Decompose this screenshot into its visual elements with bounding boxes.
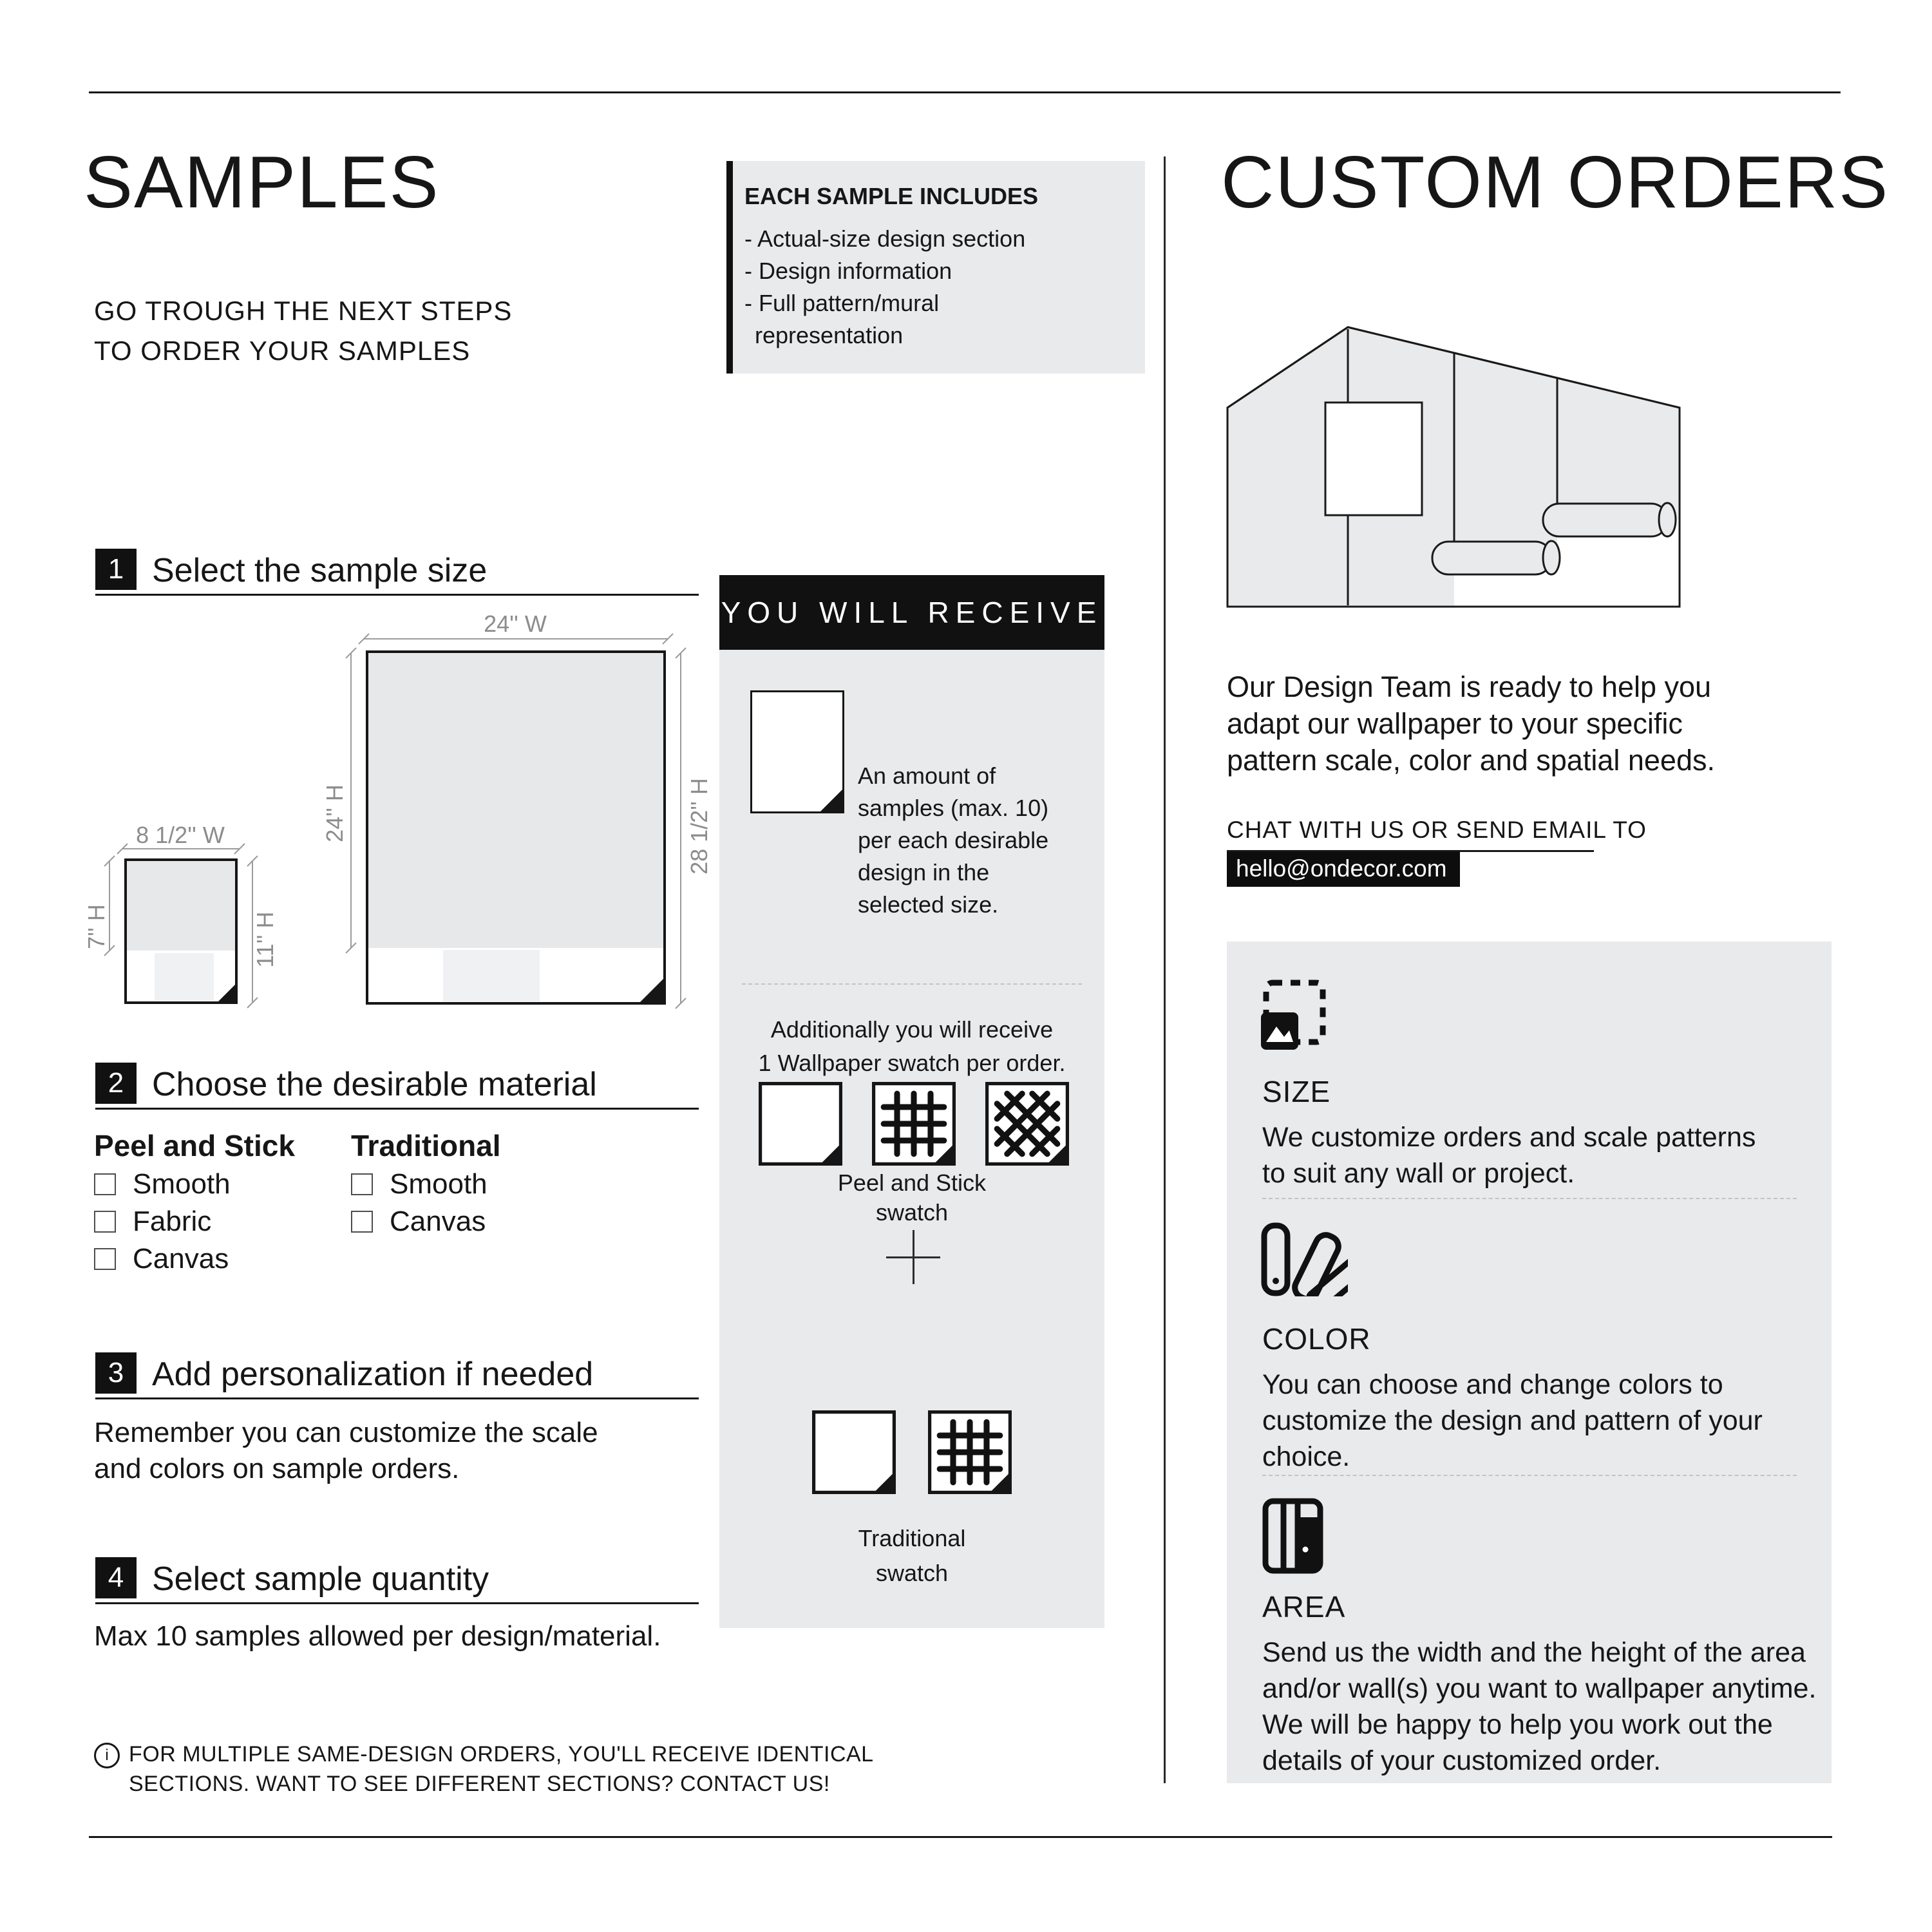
custom-orders-title: CUSTOM ORDERS xyxy=(1221,142,1889,223)
area-text-line: and/or wall(s) you want to wallpaper anytime. xyxy=(1262,1673,1817,1704)
receive-desc-line: selected size. xyxy=(858,891,999,918)
traditional-heading: Traditional xyxy=(351,1129,501,1162)
receive-desc-line: per each desirable xyxy=(858,827,1049,853)
size-text-line: We customize orders and scale patterns xyxy=(1262,1122,1756,1153)
step2-title: Choose the desirable material xyxy=(152,1066,597,1103)
custom-paragraph-line: Our Design Team is ready to help you xyxy=(1227,670,1712,703)
custom-paragraph-line: pattern scale, color and spatial needs. xyxy=(1227,744,1715,777)
samples-intro xyxy=(94,291,512,371)
sample-page-icon xyxy=(750,690,844,813)
includes-box xyxy=(726,161,1145,374)
email-badge: hello@ondecor.com xyxy=(1227,852,1460,887)
receive-desc-line: samples (max. 10) xyxy=(858,795,1049,821)
step1-number-badge: 1 xyxy=(95,549,137,590)
small-sample-inner-square xyxy=(155,953,214,1001)
small-width-label: 8 1/2'' W xyxy=(136,822,225,848)
checkbox-icon xyxy=(94,1173,116,1195)
step3-underline xyxy=(95,1397,699,1399)
step3-title: Add personalization if needed xyxy=(152,1356,594,1393)
small-sample-gray-area xyxy=(126,860,236,951)
checkbox-icon xyxy=(94,1211,116,1233)
color-heading: COLOR xyxy=(1262,1322,1371,1356)
option-trad-smooth xyxy=(351,1168,488,1200)
peel-caption-line2: swatch xyxy=(875,1199,949,1226)
footnote-line2: SECTIONS. WANT TO SEE DIFFERENT SECTIONS? CONTACT US! xyxy=(129,1772,830,1796)
option-label: Fabric xyxy=(133,1206,212,1237)
area-text-line: Send us the width and the height of the area xyxy=(1262,1637,1806,1668)
receive-divider xyxy=(742,983,1082,985)
includes-item: - Full pattern/mural xyxy=(744,290,940,316)
large-height-left-label: 24'' H xyxy=(321,784,348,842)
small-height-right-label: 11'' H xyxy=(252,911,278,968)
receive-description xyxy=(858,760,1048,921)
custom-paragraph xyxy=(1227,668,1715,779)
section-divider xyxy=(1262,1475,1797,1476)
size-text xyxy=(1262,1119,1756,1191)
custom-paragraph-line: adapt our wallpaper to your specific xyxy=(1227,707,1683,740)
includes-title: EACH SAMPLE INCLUDES xyxy=(744,183,1039,209)
step3-note-line1: Remember you can customize the scale xyxy=(94,1417,598,1448)
sample-size-diagram xyxy=(84,605,708,1030)
area-heading: AREA xyxy=(1262,1590,1346,1624)
chat-label: CHAT WITH US OR SEND EMAIL TO xyxy=(1227,817,1647,843)
color-text-line: choice. xyxy=(1262,1441,1350,1472)
step4-underline xyxy=(95,1602,699,1604)
step2-underline xyxy=(95,1108,699,1110)
large-width-label: 24'' W xyxy=(484,611,547,637)
checkbox-icon xyxy=(351,1173,373,1195)
additional-line1: Additionally you will receive xyxy=(770,1016,1054,1043)
includes-item: - Actual-size design section xyxy=(744,225,1026,252)
traditional-caption-line2: swatch xyxy=(875,1560,949,1586)
includes-box-accent-bar xyxy=(726,161,733,374)
size-text-line: to suit any wall or project. xyxy=(1262,1158,1575,1189)
color-text xyxy=(1262,1367,1763,1475)
wallpaper-roll-icon xyxy=(1543,503,1676,536)
crosshatch-swatch-icon xyxy=(985,1082,1069,1166)
includes-item-continuation: representation xyxy=(755,322,904,348)
receive-desc-line: An amount of xyxy=(858,762,996,789)
small-height-left-label: 7'' H xyxy=(83,904,109,949)
column-divider xyxy=(1164,156,1166,1783)
samples-intro-line1: GO TROUGH THE NEXT STEPS xyxy=(94,296,513,326)
section-divider xyxy=(1262,1198,1797,1199)
option-trad-canvas xyxy=(351,1206,486,1238)
grid-swatch-icon xyxy=(872,1082,956,1166)
bottom-divider xyxy=(89,1836,1832,1838)
color-text-line: customize the design and pattern of your xyxy=(1262,1405,1763,1436)
step1-underline xyxy=(95,594,699,596)
grid-swatch-icon xyxy=(928,1410,1012,1494)
area-text-line: We will be happy to help you work out the xyxy=(1262,1709,1773,1740)
window xyxy=(1325,402,1422,515)
area-text xyxy=(1262,1634,1816,1779)
step2-number-badge: 2 xyxy=(95,1063,137,1104)
wall-area-icon xyxy=(1262,1498,1323,1574)
samples-title: SAMPLES xyxy=(84,142,440,223)
option-label: Canvas xyxy=(390,1206,486,1237)
option-label: Canvas xyxy=(133,1243,229,1274)
option-peel-smooth xyxy=(94,1168,231,1200)
option-label: Smooth xyxy=(133,1168,231,1200)
step3-note-line2: and colors on sample orders. xyxy=(94,1453,460,1484)
checkbox-icon xyxy=(94,1248,116,1270)
large-sample-inner-square xyxy=(443,950,540,1001)
blank-swatch-icon xyxy=(759,1082,842,1166)
color-text-line: You can choose and change colors to xyxy=(1262,1369,1723,1400)
checkbox-icon xyxy=(351,1211,373,1233)
step4-number-badge: 4 xyxy=(95,1557,137,1598)
option-label: Smooth xyxy=(390,1168,488,1200)
peel-caption-line1: Peel and Stick xyxy=(837,1170,987,1196)
option-peel-fabric xyxy=(94,1206,211,1238)
large-sample-gray-area xyxy=(367,652,665,948)
wallpaper-wall-illustration xyxy=(1226,325,1683,609)
step3-number-badge: 3 xyxy=(95,1352,137,1394)
step4-title: Select sample quantity xyxy=(152,1560,489,1598)
step1-title: Select the sample size xyxy=(152,552,488,589)
you-will-receive-header: YOU WILL RECEIVE xyxy=(719,575,1104,650)
receive-desc-line: design in the xyxy=(858,859,990,886)
size-heading: SIZE xyxy=(1262,1075,1331,1108)
color-swatches-icon xyxy=(1261,1222,1348,1296)
step4-note: Max 10 samples allowed per design/material. xyxy=(94,1620,661,1652)
footnote-line1: FOR MULTIPLE SAME-DESIGN ORDERS, YOU'LL RECEIVE IDENTICAL xyxy=(129,1742,874,1766)
wallpaper-roll-icon xyxy=(1432,541,1560,574)
additional-line2: 1 Wallpaper swatch per order. xyxy=(758,1050,1066,1076)
resize-image-icon xyxy=(1261,979,1329,1051)
blank-swatch-icon xyxy=(812,1410,896,1494)
samples-intro-line2: TO ORDER YOUR SAMPLES xyxy=(94,336,471,366)
info-icon: i xyxy=(94,1743,120,1768)
large-height-right-label: 28 1/2'' H xyxy=(686,778,712,875)
includes-item: - Design information xyxy=(744,258,952,284)
peel-and-stick-heading: Peel and Stick xyxy=(94,1129,295,1162)
top-divider xyxy=(89,91,1841,93)
traditional-caption-line1: Traditional xyxy=(858,1525,966,1551)
area-text-line: details of your customized order. xyxy=(1262,1745,1662,1776)
option-peel-canvas xyxy=(94,1243,229,1275)
fold-corner-icon xyxy=(819,788,844,813)
